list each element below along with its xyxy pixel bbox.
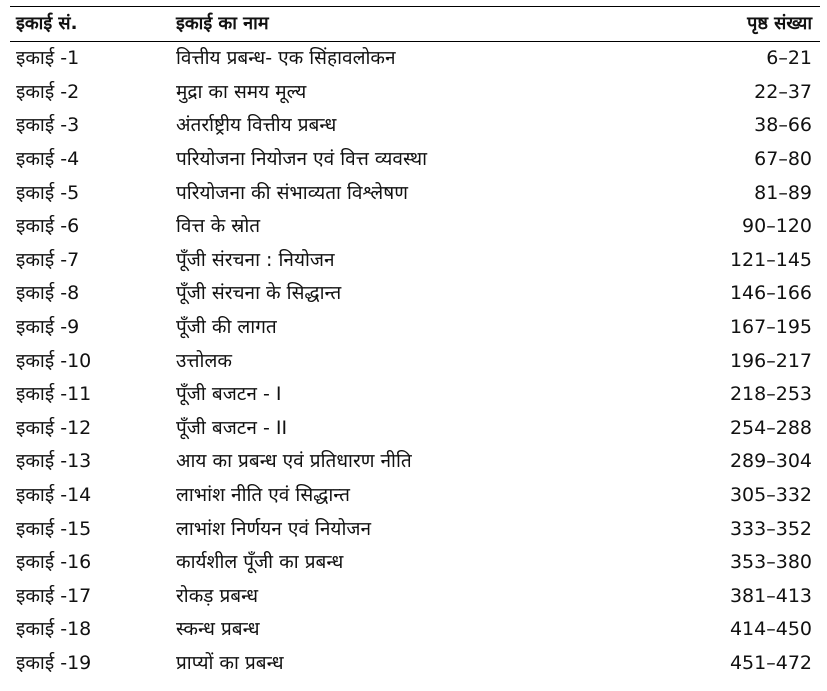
page-range: 6–21: [766, 47, 812, 70]
unit-name: प्राप्यों का प्रबन्ध: [176, 651, 284, 674]
unit-name: रोकड़ प्रबन्ध: [176, 584, 259, 607]
page-range: 196–217: [729, 349, 812, 372]
page-range: 218–253: [729, 383, 812, 406]
unit-name: वित्तीय प्रबन्ध- एक सिंहावलोकन: [176, 47, 396, 70]
page-range: 167–195: [729, 316, 812, 339]
unit-number: इकाई -18: [16, 618, 92, 641]
unit-number: इकाई -7: [16, 248, 80, 271]
table-row: [10, 412, 820, 446]
table-row: [10, 143, 820, 177]
table-row: [10, 445, 820, 479]
page-range: 305–332: [729, 484, 812, 507]
page-range: 146–166: [729, 282, 812, 305]
unit-number: इकाई -16: [16, 551, 92, 574]
page-range: 67–80: [754, 148, 812, 171]
unit-number: इकाई -13: [16, 450, 92, 473]
unit-name: परियोजना नियोजन एवं वित्त व्यवस्था: [176, 148, 428, 171]
table-row: [10, 277, 820, 311]
unit-name: अंतर्राष्ट्रीय वित्तीय प्रबन्ध: [176, 114, 337, 137]
table-row: [10, 311, 820, 345]
unit-name: लाभांश निर्णयन एवं नियोजन: [176, 517, 372, 540]
page-range: 254–288: [729, 416, 812, 439]
unit-number: इकाई -2: [16, 80, 80, 103]
table-row: [10, 109, 820, 143]
unit-number: इकाई -3: [16, 114, 80, 137]
unit-number: इकाई -4: [16, 148, 80, 171]
unit-name: लाभांश नीति एवं सिद्धान्त: [176, 484, 350, 507]
unit-number: इकाई -10: [16, 349, 92, 372]
unit-number: इकाई -19: [16, 651, 92, 674]
table-row: [10, 42, 820, 76]
unit-name: वित्त के स्रोत: [176, 215, 261, 238]
header-row: [10, 7, 820, 41]
page-range: 451–472: [729, 651, 812, 674]
table-row: [10, 479, 820, 513]
unit-number: इकाई -5: [16, 181, 80, 204]
header-page-no: पृष्ठ संख्या: [747, 13, 812, 34]
unit-number: इकाई -12: [16, 416, 92, 439]
page-range: 22–37: [754, 80, 812, 103]
unit-name: उत्तोलक: [176, 349, 232, 372]
page-range: 90–120: [742, 215, 812, 238]
unit-name: पूँजी संरचना के सिद्धान्त: [176, 282, 342, 305]
page-range: 333–352: [729, 517, 812, 540]
table-row: [10, 76, 820, 110]
unit-number: इकाई -6: [16, 215, 80, 238]
unit-number: इकाई -11: [16, 383, 92, 406]
table-row: [10, 580, 820, 614]
unit-name: मुद्रा का समय मूल्य: [176, 80, 307, 103]
header-unit-no: इकाई सं.: [16, 13, 78, 34]
page-range: 121–145: [729, 248, 812, 271]
page-range: 353–380: [729, 551, 812, 574]
unit-name: पूँजी की लागत: [176, 316, 277, 339]
unit-number: इकाई -8: [16, 282, 80, 305]
page-range: 38–66: [754, 114, 812, 137]
page-range: 414–450: [729, 618, 812, 641]
table-row: [10, 647, 820, 681]
unit-name: कार्यशील पूँजी का प्रबन्ध: [176, 551, 344, 574]
table-row: [10, 176, 820, 210]
unit-name: आय का प्रबन्ध एवं प्रतिधारण नीति: [176, 450, 412, 473]
unit-name: पूँजी संरचना : नियोजन: [176, 248, 335, 271]
table-row: [10, 244, 820, 278]
page-range: 289–304: [729, 450, 812, 473]
page-range: 381–413: [729, 584, 812, 607]
unit-number: इकाई -9: [16, 316, 80, 339]
table-row: [10, 210, 820, 244]
page-range: 81–89: [754, 181, 812, 204]
unit-name: स्कन्ध प्रबन्ध: [176, 618, 260, 641]
table-row: [10, 546, 820, 580]
unit-number: इकाई -14: [16, 484, 92, 507]
unit-name: परियोजना की संभाव्यता विश्लेषण: [176, 181, 408, 204]
unit-number: इकाई -17: [16, 584, 92, 607]
table-row: [10, 613, 820, 647]
toc-rows: [10, 42, 820, 680]
unit-name: पूँजी बजटन - II: [176, 416, 288, 439]
table-of-contents: [10, 6, 820, 680]
table-row: [10, 378, 820, 412]
unit-number: इकाई -15: [16, 517, 92, 540]
table-row: [10, 344, 820, 378]
unit-number: इकाई -1: [16, 47, 80, 70]
unit-name: पूँजी बजटन - I: [176, 383, 282, 406]
table-row: [10, 512, 820, 546]
header-unit-name: इकाई का नाम: [176, 13, 269, 34]
